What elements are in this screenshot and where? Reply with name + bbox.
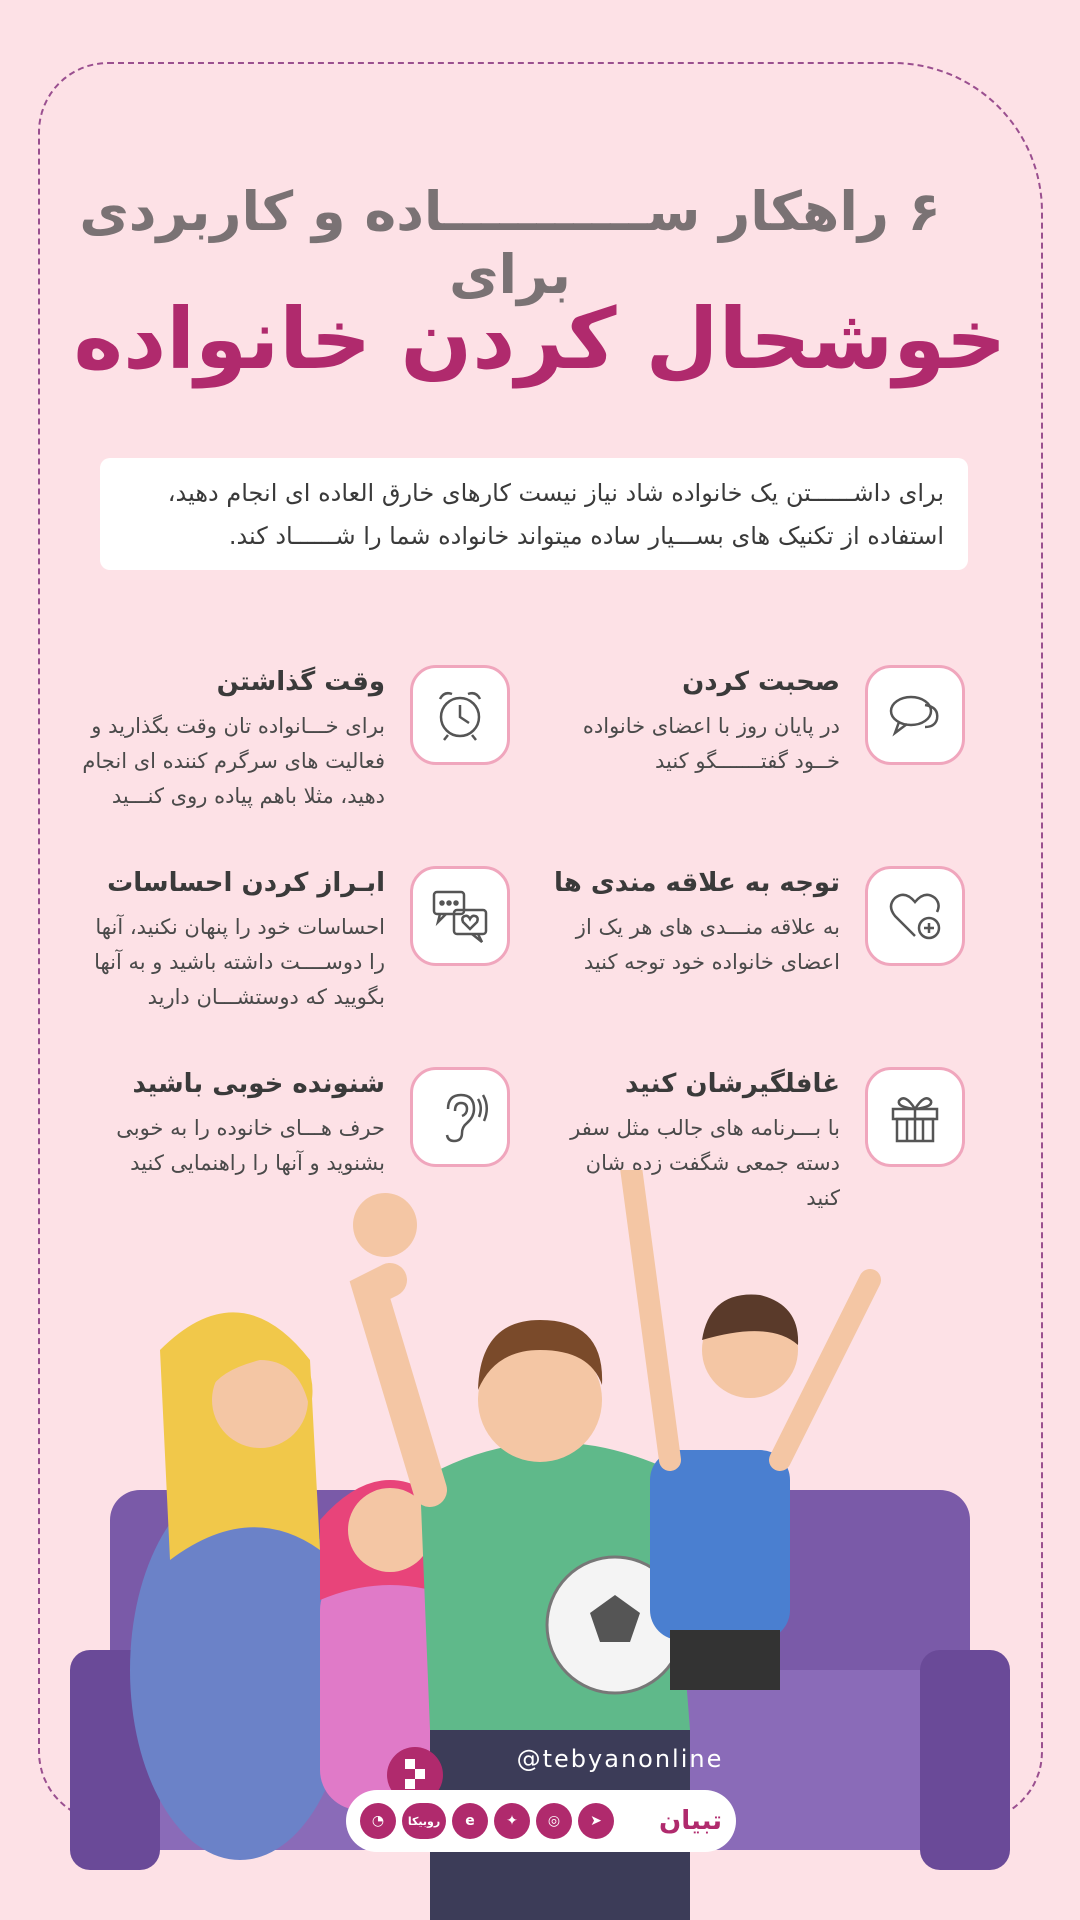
- speech-bubbles-icon: [865, 665, 965, 765]
- tip-line: به علاقه منـــدی های هر یک از: [575, 915, 840, 939]
- tip-line: در پایان روز با اعضای خانواده: [582, 714, 840, 738]
- eitaa-icon[interactable]: e: [452, 1803, 488, 1839]
- intro-box: [100, 458, 968, 570]
- tip-line: برای خـــانواده تان وقت بگذارید و: [91, 714, 385, 738]
- social-icons: [360, 1803, 614, 1839]
- tip-line: فعالیت های سرگرم کننده ای انجام: [82, 749, 385, 773]
- twitter-icon[interactable]: ✦: [494, 1803, 530, 1839]
- telegram-icon[interactable]: ➤: [578, 1803, 614, 1839]
- tip-body: [65, 910, 385, 1015]
- social-handle[interactable]: @tebyanonline: [516, 1745, 724, 1773]
- tip-line: کنید: [806, 1186, 840, 1210]
- tip-line: را دوســــت داشته باشید و به آنها: [94, 950, 385, 974]
- gift-icon: [865, 1067, 965, 1167]
- tip-talking: [515, 665, 965, 805]
- brand-name: تبیان: [659, 1806, 722, 1836]
- page-subtitle: ۶ راهکار ســـــــــــاده و کاربردی برای: [79, 180, 941, 306]
- tip-interests: [515, 866, 965, 1006]
- tip-line: خــود گفتـــــــگو کنید: [654, 749, 840, 773]
- rubika-icon[interactable]: ◔: [360, 1803, 396, 1839]
- intro-line-2: استفاده از تکنیک های بســـیار ساده میتواند خانواده شما را شــــــاد کند.: [228, 522, 944, 550]
- intro-line-1: برای داشــــــتن یک خانواده شاد نیاز نیست کارهای خارق العاده ای انجام دهید،: [167, 479, 944, 507]
- tip-title: صحبت کردن: [682, 667, 840, 697]
- page-title: خوشحال کردن خانواده: [73, 290, 1007, 388]
- tip-line: دهید، مثلا باهم پیاده روی کنـــید: [111, 784, 385, 808]
- tip-title: توجه به علاقه مندی ها: [554, 868, 840, 898]
- tip-line: حرف هـــای خانوده را به خوبی: [116, 1116, 385, 1140]
- social-bar: [346, 1790, 736, 1852]
- chat-heart-icon: [410, 866, 510, 966]
- tip-line: دسته جمعی شگفت زده شان: [585, 1151, 840, 1175]
- tip-title: ابـراز کردن احساسات: [107, 868, 385, 898]
- ear-icon: [410, 1067, 510, 1167]
- tip-spending-time: [60, 665, 510, 808]
- instagram-icon[interactable]: ◎: [536, 1803, 572, 1839]
- tip-expressing-feelings: [60, 866, 510, 1009]
- rubika-label[interactable]: روبیکا: [402, 1803, 446, 1839]
- mother-figure: [130, 1312, 350, 1860]
- tip-line: بگویید که دوستشـــان دارید: [147, 985, 385, 1009]
- tip-body: [520, 709, 840, 779]
- tip-body: [65, 709, 385, 814]
- alarm-clock-icon: [410, 665, 510, 765]
- tip-title: وقت گذاشتن: [216, 667, 385, 697]
- tip-line: اعضای خانواده خود توجه کنید: [583, 950, 840, 974]
- tip-body: [520, 910, 840, 980]
- tip-line: بشنوید و آنها را راهنمایی کنید: [130, 1151, 385, 1175]
- heart-plus-icon: [865, 866, 965, 966]
- tip-line: احساسات خود را پنهان نکنید، آنها: [95, 915, 385, 939]
- tip-line: با بـــرنامه های جالب مثل سفر: [570, 1116, 840, 1140]
- tip-title: شنونده خوبی باشید: [132, 1069, 385, 1099]
- tip-title: غافلگیرشان کنید: [624, 1069, 840, 1099]
